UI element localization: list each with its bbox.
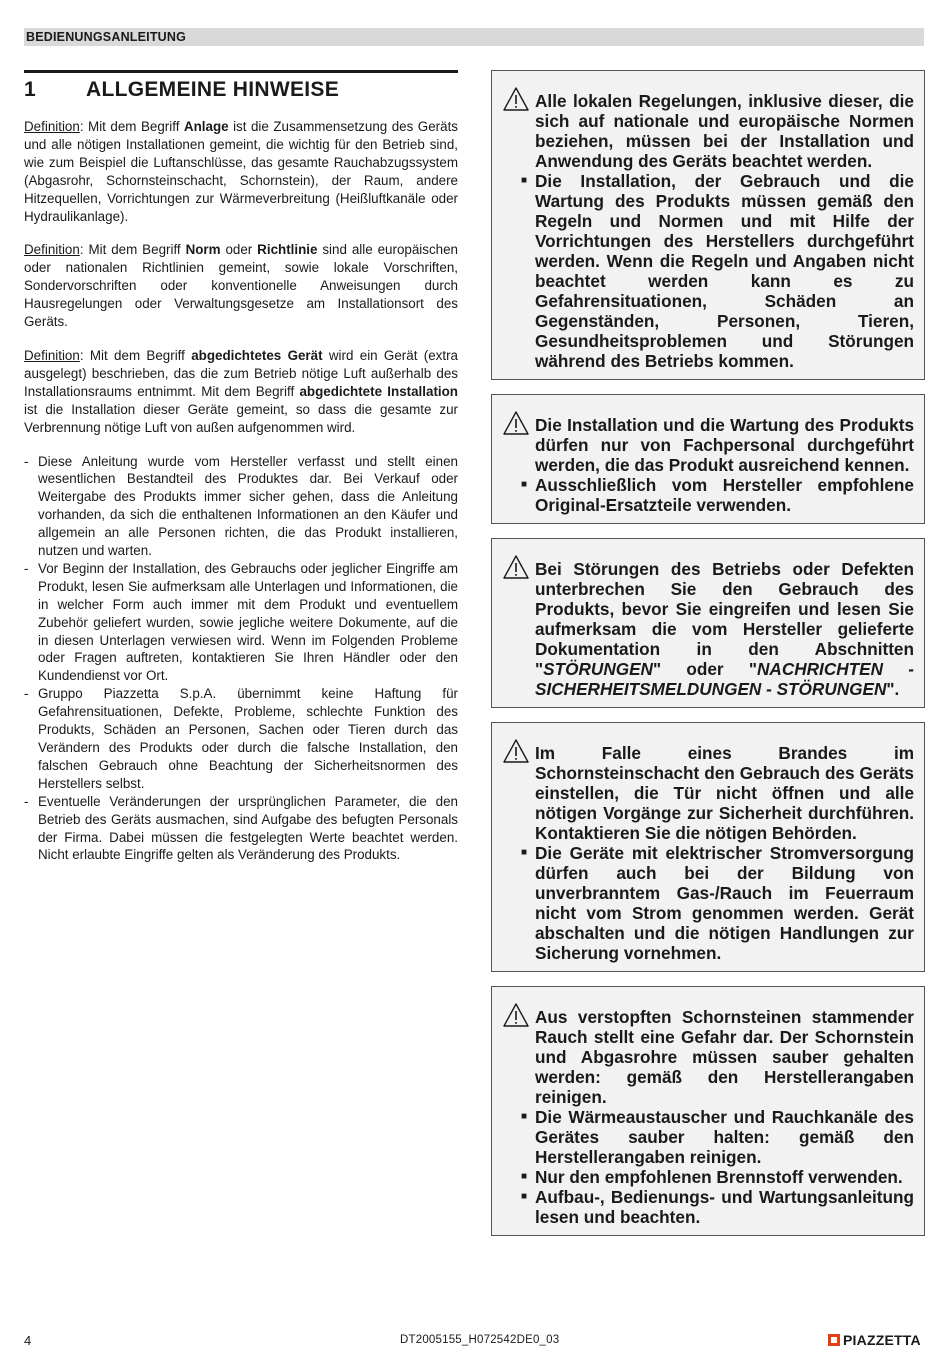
- dash-list: [24, 453, 458, 865]
- page-number: 4: [24, 1333, 32, 1348]
- dash-marker: -: [24, 453, 29, 469]
- brand-logo-icon: [828, 1334, 840, 1346]
- warning-bullet: [521, 475, 914, 515]
- warning-triangle-icon: [502, 738, 530, 764]
- warning-text: ".: [886, 679, 900, 699]
- list-item-text: Gruppo Piazzetta S.p.A. übernimmt keine Haftung für Gefahrensituationen, Defekte, Probleme, schlechte Funktion des Produkts, Schäden an Personen, Sachen oder Tieren durch das Verändern des Produkts oder durch die falsche Installation, den falschen Gebrauch ohne Beachtung der Sicherheitsnormen des Herstellers selbst.: [38, 686, 458, 791]
- definition-abgedichtet: [24, 347, 458, 437]
- warning-bullet-text: Die Wärmeaustauscher und Rauchkanäle des Gerätes sauber halten: gemäß den Herstellerangaben reinigen.: [535, 1107, 914, 1167]
- document-code: DT2005155_H072542DE0_03: [400, 1334, 560, 1346]
- warning-triangle-icon: [502, 410, 530, 436]
- definition-text: sind alle europäischen oder nationalen Richtlinien gemeint, sowie lokale Vorschriften, Sondervorschriften oder konventionelle Anweisungen durch Hausregelungen oder Verwaltungsgesetze am Installationsort des Geräts.: [24, 242, 458, 330]
- warning-triangle-icon: [502, 1002, 530, 1028]
- bullet-square-icon: ■: [521, 175, 528, 186]
- warning-bullet-text: Die Installation, der Gebrauch und die Wartung des Produkts müssen gemäß den Regeln und Normen und mit Hilfe der Vorrichtungen des Herstellers durchgeführt werden. Wenn die Regeln und Angaben nicht beachtet werden kann es zu Gefahrensituationen, Schäden an Gegenständen, Personen, Tieren, Gesundheitsproblemen und Störungen während des Betriebs kommen.: [535, 171, 914, 371]
- list-item: [24, 560, 458, 685]
- definition-label: Definition: [24, 119, 80, 134]
- warning-bullet-text: Die Geräte mit elektrischer Stromversorgung dürfen auch bei der Bildung von unverbranntem Gas-/Rauch im Feuerraum nicht vom Strom genommen werden. Gerät abschalten und die nötigen Handlungen zur Sicherung vornehmen.: [535, 843, 914, 963]
- list-item: [24, 685, 458, 792]
- definition-anlage: [24, 118, 458, 225]
- definition-label: Definition: [24, 242, 80, 258]
- warning-lead: Aus verstopften Schornsteinen stammender Rauch stellt eine Gefahr dar. Der Schornstein und Abgasrohre müssen sauber gehalten werden: gemäß den Herstellerangaben reinigen.: [535, 1007, 914, 1107]
- list-item: [24, 793, 458, 865]
- bullet-square-icon: ■: [521, 1171, 528, 1182]
- definition-text: : Mit dem Begriff: [79, 119, 184, 134]
- definition-term: Richtlinie: [257, 242, 318, 258]
- warning-box-regulations: [491, 70, 925, 380]
- warning-bullet-text: Aufbau-, Bedienungs- und Wartungsanleitung lesen und beachten.: [535, 1187, 914, 1227]
- definition-label: Definition: [24, 347, 80, 363]
- header-label: BEDIENUNGSANLEITUNG: [26, 30, 187, 44]
- definition-text: : Mit dem Begriff: [79, 347, 192, 363]
- warning-bullet: [521, 843, 914, 963]
- definition-text: ist die Installation dieser Geräte gemeint, so dass die gesamte zur Verbrennung nötige Luft von außen aufgenommen wird.: [24, 401, 458, 435]
- list-item-text: Vor Beginn der Installation, des Gebrauchs oder jeglicher Eingriffe am Produkt, lesen Sie aufmerksam alle Unterlagen und Informationen, die in welcher Form auch immer mit dem Produkt und eventuellem Zubehör geliefert wurden, sowie jegliche weitere Dokumente, auf die in diesen Unterlagen verwiesen wird. Wenn im Folgenden Probleme oder Fragen auftreten, kontaktieren Sie Ihren Händler oder den Kundendienst vor Ort.: [38, 560, 458, 684]
- brand-name: PIAZZETTA: [843, 1332, 921, 1348]
- definition-term: Norm: [185, 242, 221, 258]
- list-item-text: Eventuelle Veränderungen der ursprünglichen Parameter, die den Betrieb des Geräts ausmachen, sind Aufgabe des befugten Personals der Firma. Dabei müssen die festgelegten Werte beachtet werden. Nicht erlaubte Eingriffe gelten als Veränderung des Produkts.: [38, 793, 458, 863]
- definition-text: ist die Zusammensetzung des Geräts und alle nötigen Installationen gemeint, die wichtig für den Betrieb sind, wie zum Beispiel die Luftanschlüsse, das gesamte Rauchabzugssystem (Abgasrohr, Schornsteinschacht, Schornstein), der Raum, andere Hitzequellen, Vorrichtungen zur Wärmeverbreitung (Heißluftkanäle oder Hydraulikanlage).: [24, 119, 458, 224]
- bullet-square-icon: ■: [521, 847, 528, 858]
- dash-marker: -: [24, 686, 29, 702]
- warning-lead: Im Falle eines Brandes im Schornsteinschacht den Gebrauch des Geräts einstellen, die Tür nicht öffnen und alle nötigen Vorgänge zur Sicherheit durchführen. Kontaktieren Sie die nötigen Behörden.: [535, 743, 914, 843]
- warning-text: Bei Störungen des Betriebs oder Defekten unterbrechen Sie den Gebrauch des Produkts, bevor Sie eingreifen und lesen Sie aufmerksam die vom Hersteller gelieferte Dokumentation in den Abschnitten ": [535, 559, 914, 679]
- warning-lead: Alle lokalen Regelungen, inklusive dieser, die sich auf nationale und europäische Normen beziehen, müssen bei der Installation und Anwendung des Geräts beachtet werden.: [535, 91, 914, 171]
- warning-lead: [535, 559, 914, 699]
- warning-box-malfunctions: [491, 538, 925, 708]
- warning-triangle-icon: [502, 554, 530, 580]
- bullet-square-icon: ■: [521, 1191, 528, 1202]
- section-title: [24, 78, 458, 102]
- warning-box-clogged-chimney: [491, 986, 925, 1236]
- section-number: 1: [24, 78, 36, 101]
- dash-marker: -: [24, 560, 29, 576]
- warning-lead: Die Installation und die Wartung des Produkts dürfen nur von Fachpersonal durchgeführt werden, die das Produkt ausreichend kennen.: [535, 415, 914, 475]
- right-column: [491, 70, 925, 1236]
- section-reference: NACHRICHTEN - SICHERHEITSMELDUNGEN - STÖRUNGEN: [535, 659, 914, 699]
- bullet-square-icon: ■: [521, 1111, 528, 1122]
- warning-bullet: [521, 171, 914, 371]
- title-rule: [24, 70, 458, 73]
- definition-text: : Mit dem Begriff: [79, 242, 186, 258]
- warning-bullet: [521, 1187, 914, 1227]
- dash-marker: -: [24, 793, 29, 809]
- list-item: [24, 453, 458, 560]
- left-column: [24, 70, 458, 864]
- definition-text: wird ein Gerät (extra ausgelegt) beschrieben, das die zum Betrieb nötige Luft außerhalb des Installationsraums entnimmt. Mit dem Begriff: [24, 347, 458, 399]
- header-band: [24, 28, 924, 46]
- definition-term: abgedichtetes Gerät: [191, 347, 323, 363]
- brand-logo: [828, 1332, 921, 1348]
- warning-bullet-text: Ausschließlich vom Hersteller empfohlene Original-Ersatzteile verwenden.: [535, 475, 914, 515]
- definition-term: abgedichtete Installation: [299, 383, 458, 399]
- definition-term: Anlage: [183, 119, 229, 134]
- warning-bullet: [521, 1107, 914, 1167]
- warning-box-qualified-staff: [491, 394, 925, 524]
- definition-text: oder: [220, 242, 258, 258]
- section-reference: STÖRUNGEN: [543, 659, 653, 679]
- warning-triangle-icon: [502, 86, 530, 112]
- warning-box-chimney-fire: [491, 722, 925, 972]
- warning-bullet-text: Nur den empfohlenen Brennstoff verwenden.: [535, 1167, 903, 1187]
- section-title-text: ALLGEMEINE HINWEISE: [86, 78, 340, 101]
- bullet-square-icon: ■: [521, 479, 528, 490]
- definition-norm: [24, 241, 458, 331]
- list-item-text: Diese Anleitung wurde vom Hersteller verfasst und stellt einen wesentlichen Bestandteil des Produktes dar. Bei Verkauf oder Weitergabe des Produkts immer sicher gehen, dass die Anleitung vorhanden, da sich die enthaltenen Informationen an den Käufer und allgemein an alle Personen richten, die das Produkt installieren, nutzen und warten.: [38, 453, 458, 559]
- warning-text: " oder ": [652, 659, 757, 679]
- warning-bullet: [521, 1167, 914, 1187]
